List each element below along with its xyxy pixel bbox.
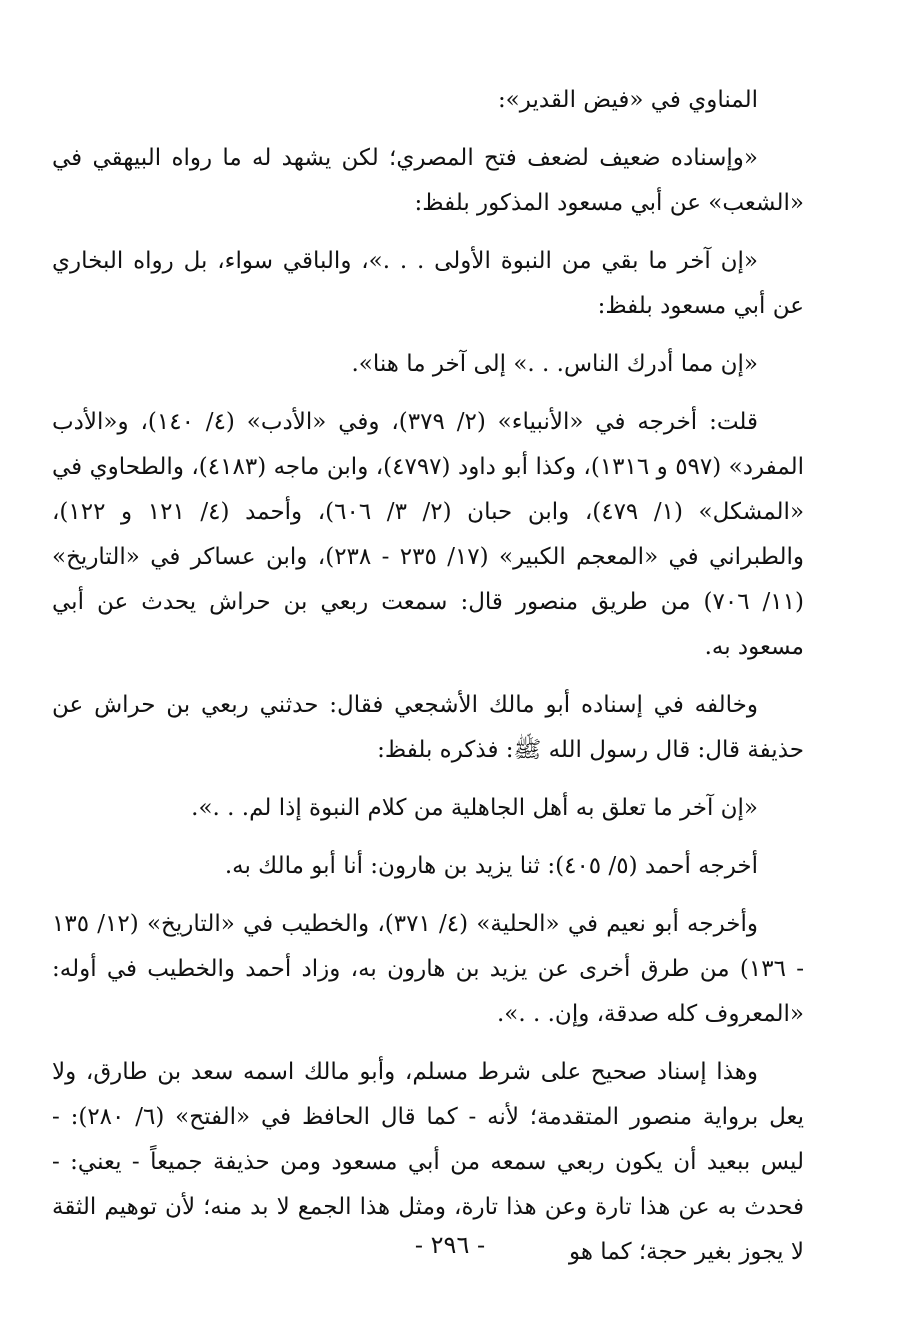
paragraph-takhrij: قلت: أخرجه في «الأنبياء» (٢/ ٣٧٩)، وفي «الأدب» (٤/ ١٤٠)، و«الأدب المفرد» (٥٩٧ و ١٣١٦)، وكذا أبو داود (٤٧٩٧)، وابن ماجه (٤١٨٣)، والطحاوي في «المشكل» (١/ ٤٧٩)، وابن حبان (٢/ ٣/ ٦٠٦)، وأحمد (٤/ ١٢١ و ١٢٢)، والطبراني في «المعجم الكبير» (١٧/ ٢٣٥ - ٢٣٨)، وابن عساكر في «التاريخ» (١١/ ٧٠٦) من طريق منصور قال: سمعت ربعي بن حراش يحدث عن أبي مسعود به. bbox=[52, 409, 805, 660]
paragraph-quote-bukhari-wording: «إن مما أدرك الناس. . .» إلى آخر ما هنا». bbox=[351, 351, 758, 377]
paragraph-quote-hadith-wording: «إن آخر ما بقي من النبوة الأولى . . .»، والباقي سواء، بل رواه البخاري عن أبي مسعود بلفظ: bbox=[52, 248, 804, 319]
paragraph-contrary-chain: وخالفه في إسناده أبو مالك الأشجعي فقال: حدثني ربعي بن حراش عن حذيفة قال: قال رسول الله ﷺ: فذكره بلفظ: bbox=[52, 692, 804, 763]
paragraph-quote-chain-weakness: «وإسناده ضعيف لضعف فتح المصري؛ لكن يشهد له ما رواه البيهقي في «الشعب» عن أبي مسعود المذكور بلفظ: bbox=[52, 145, 804, 216]
paragraph-source-intro: المناوي في «فيض القدير»: bbox=[497, 87, 758, 113]
paragraph-hadith-wording: «إن آخر ما تعلق به أهل الجاهلية من كلام النبوة إذا لم. . .». bbox=[191, 795, 758, 821]
page-number: - ٢٩٦ - bbox=[414, 1231, 486, 1259]
page-body-text bbox=[52, 78, 804, 1288]
paragraph-chain-assessment: وهذا إسناد صحيح على شرط مسلم، وأبو مالك اسمه سعد بن طارق، ولا يعل برواية منصور المتقدمة؛ لأنه - كما قال الحافظ في «الفتح» (٦/ ٢٨٠): - ليس ببعيد أن يكون ربعي سمعه من أبي مسعود ومن حذيفة جميعاً - يعني: - فحدث به عن هذا تارة وعن هذا تارة، ومثل هذا الجمع لا بد منه؛ لأن توهيم الثقة لا يجوز بغير حجة؛ كما هو bbox=[52, 1059, 804, 1265]
paragraph-other-narrations: وأخرجه أبو نعيم في «الحلية» (٤/ ٣٧١)، والخطيب في «التاريخ» (١٢/ ١٣٥ - ١٣٦) من طرق أخرى عن يزيد بن هارون به، وزاد أحمد والخطيب في أوله: «المعروف كله صدقة، وإن. . .». bbox=[52, 911, 804, 1027]
paragraph-ahmad-narration: أخرجه أحمد (٥/ ٤٠٥): ثنا يزيد بن هارون: أنا أبو مالك به. bbox=[224, 853, 758, 879]
